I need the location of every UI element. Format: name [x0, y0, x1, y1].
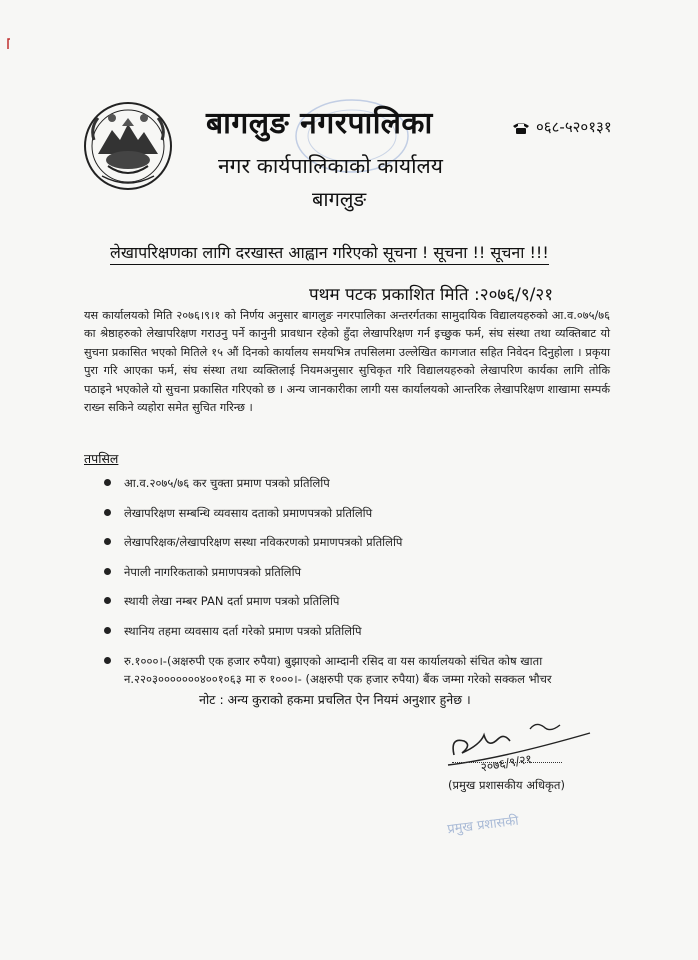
bullet-icon	[104, 627, 111, 634]
organization-name: बागलुङ नगरपालिका	[206, 106, 433, 141]
publication-date: पथम पटक प्रकाशित मिति :२०७६/९/२१	[309, 285, 554, 305]
list-item-text: स्थानिय तहमा व्यवसाय दर्ता गरेको प्रमाण पत्रको प्रतिलिपि	[124, 623, 362, 638]
office-location: बागलुङ	[312, 187, 367, 211]
nepal-government-emblem-icon	[82, 100, 174, 192]
list-item-text: लेखापरिक्षण सम्बन्धि व्यवसाय दताको प्रमाणपत्रको प्रतिलिपि	[124, 505, 373, 520]
annex-heading: तपसिल	[84, 451, 119, 466]
footer-note: नोट : अन्य कुराको हकमा प्रचलित ऐन नियमं अनुशार हुनेछ ।	[199, 692, 471, 707]
bullet-icon	[104, 657, 111, 664]
list-item	[100, 622, 620, 640]
notice-body: यस कार्यालयको मिति २०७६।९।१ को निर्णय अनुसार बागलुङ नगरपालिका अन्तरर्गतका सामुदायिक विद्यालयहरुको आ.व.०७५/७६ का श्रेष्ठाहरुको लेखापरिक्षण गराउनु पर्ने कानुनी प्रावधान रहेको हुँदा लेखापरिक्षण गर्न इच्छुक फर्म, संघ संस्था तथा व्यक्तिबाट यो सुचना प्रकासित भएको मितिले १५ औं दिनको कार्यालय समयभित्र तपसिलमा उल्लेखित कागजात सहित निवेदन दिनुहोला । प्रकृया पुरा गरि आएका फर्म, संघ संस्था तथा व्यक्तिलाई नियमअनुसार सुचिकृत गरि विद्यालयहरुको लेखापरिण कार्यका लागि तोकि पठाइने भएकोले यो सुचना प्रकासित गरिएको छ । अन्य जानकारीका लागी यस कार्यालयको आन्तरिक लेखापरिक्षण शाखामा सम्पर्क राख्न सकिने व्यहोरा समेत सुचित गरिन्छ ।	[84, 309, 610, 415]
page-edge-mark	[6, 38, 12, 50]
bullet-icon	[104, 538, 111, 545]
office-stamp-text	[446, 811, 519, 838]
bullet-icon	[104, 597, 111, 604]
list-item	[100, 592, 620, 610]
list-item-text: नेपाली नागरिकताको प्रमाणपत्रको प्रतिलिपि	[124, 564, 302, 579]
signature-line	[452, 762, 562, 763]
signatory-title: (प्रमुख प्रशासकीय अधिकृत)	[448, 778, 565, 792]
bullet-icon	[104, 509, 111, 516]
list-item-text: आ.व.२०७५/७६ कर चुक्ता प्रमाण पत्रको प्रतिलिपि	[124, 476, 330, 490]
list-item	[100, 474, 620, 492]
telephone-icon	[512, 121, 530, 135]
requirements-list	[100, 474, 620, 699]
list-item-text: लेखापरिक्षक/लेखापरिक्षण सस्था नविकरणको प्रमाणपत्रको प्रतिलिपि	[124, 535, 403, 550]
bullet-icon	[104, 568, 111, 575]
list-item-text: स्थायी लेखा नम्बर PAN दर्ता प्रमाण पत्रको प्रतिलिपि	[124, 594, 340, 609]
phone-number	[512, 117, 612, 137]
office-name: नगर कार्यपालिकाको कार्यालय	[218, 154, 443, 178]
list-item	[100, 563, 620, 581]
phone-number-text: ०६८-५२०१३१	[536, 118, 612, 136]
svg-text:२०७६/९/२१: २०७६/९/२१	[479, 751, 533, 775]
handwritten-signature	[440, 715, 610, 785]
stamp-label: प्रमुख प्रशासकी	[446, 813, 520, 838]
list-item	[100, 652, 620, 688]
notice-title: लेखापरिक्षणका लागि दरखास्त आह्वान गरिएको सूचना ! सूचना !! सूचना !!!	[110, 241, 549, 265]
list-item	[100, 533, 620, 551]
list-item	[100, 504, 620, 522]
bullet-icon	[104, 479, 111, 486]
list-item-text: रु.१०००।-(अक्षरुपी एक हजार रुपैया) बुझाएको आम्दानी रसिद वा यस कार्यालयको संचित कोष खाता न.२२०३०००००००४००१०६३ मा रु १०००।- (अक्षरुपी एक हजार रुपैया) बैंक जम्मा गरेको सक्कल भौचर	[124, 653, 552, 686]
